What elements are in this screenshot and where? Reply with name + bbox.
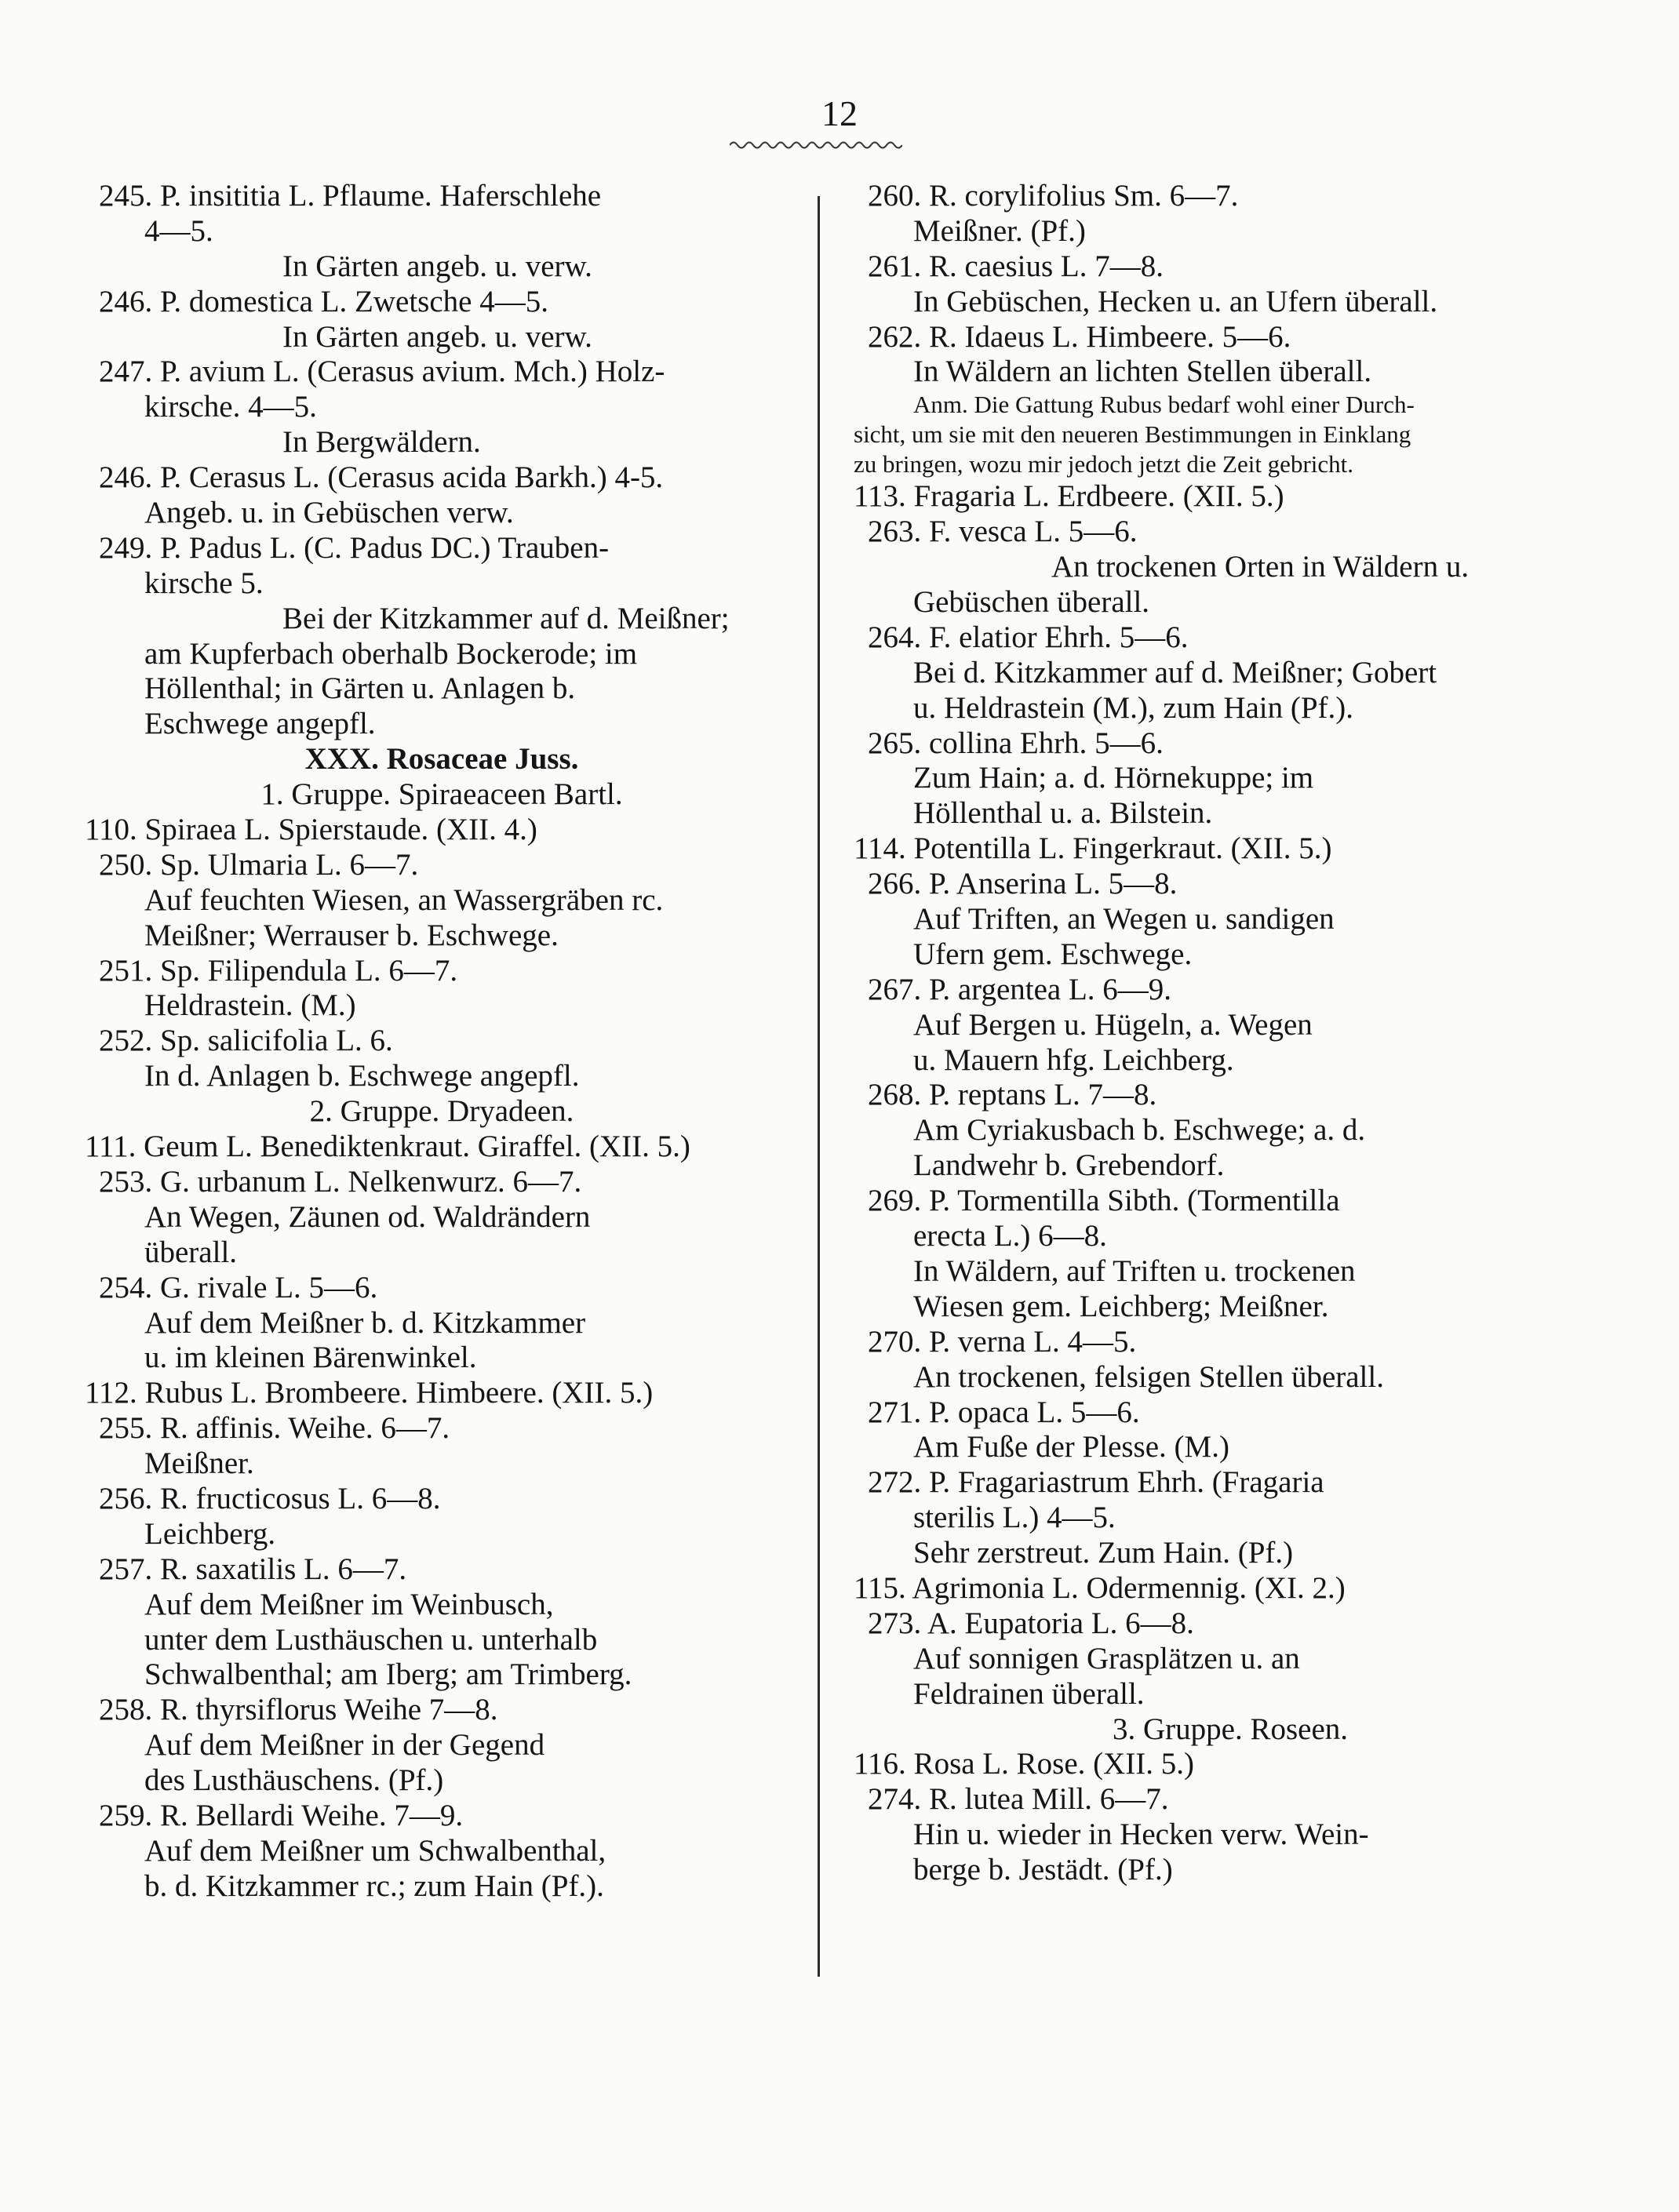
right-line: In Gebüschen, Hecken u. an Ufern überall.: [913, 284, 1438, 318]
right-line: 271. P. opaca L. 5—6.: [868, 1395, 1140, 1429]
right-line: An trockenen Orten in Wäldern u.: [1051, 550, 1470, 584]
right-line: 273. A. Eupatoria L. 6—8.: [868, 1606, 1194, 1640]
right-line: Hin u. wieder in Hecken verw. Wein-: [913, 1817, 1369, 1852]
left-line: Auf dem Meißner b. d. Kitzkammer: [144, 1305, 586, 1340]
left-line: 255. R. affinis. Weihe. 6—7.: [99, 1411, 450, 1446]
right-line: u. Heldrastein (M.), zum Hain (Pf.).: [913, 690, 1354, 725]
right-line: Am Cyriakusbach b. Eschwege; a. d.: [913, 1113, 1366, 1148]
right-line: Am Fuße der Plesse. (M.): [913, 1430, 1229, 1464]
left-line: Schwalbenthal; am Iberg; am Trimberg.: [144, 1657, 632, 1692]
left-line: Auf dem Meißner im Weinbusch,: [144, 1587, 554, 1621]
right-line: In Wäldern an lichten Stellen überall.: [913, 355, 1372, 389]
right-line: u. Mauern hfg. Leichberg.: [913, 1042, 1234, 1077]
left-line: 111. Geum L. Benediktenkraut. Giraffel. (XII. 5.): [85, 1130, 690, 1164]
left-line: Heldrastein. (M.): [144, 988, 356, 1023]
left-line: Höllenthal; in Gärten u. Anlagen b.: [144, 671, 576, 706]
left-line: 247. P. avium L. (Cerasus avium. Mch.) Holz-: [99, 355, 665, 389]
right-line: 261. R. caesius L. 7—8.: [868, 249, 1164, 283]
left-line: Eschwege angepfl.: [144, 707, 376, 741]
right-line: 274. R. lutea Mill. 6—7.: [868, 1782, 1169, 1817]
left-line: In d. Anlagen b. Eschwege angepfl.: [144, 1059, 580, 1093]
right-line: Auf sonnigen Grasplätzen u. an: [913, 1641, 1300, 1675]
left-line: 110. Spiraea L. Spierstaude. (XII. 4.): [85, 813, 537, 847]
right-line: berge b. Jestädt. (Pf.): [913, 1853, 1173, 1887]
right-line: 272. P. Fragariastrum Ehrh. (Fragaria: [868, 1465, 1324, 1500]
left-line: 259. R. Bellardi Weihe. 7—9.: [99, 1798, 464, 1832]
right-line: Bei d. Kitzkammer auf d. Meißner; Gobert: [913, 655, 1437, 689]
left-line: des Lusthäuschens. (Pf.): [144, 1763, 444, 1798]
right-line: Wiesen gem. Leichberg; Meißner.: [913, 1289, 1329, 1323]
right-line: 113. Fragaria L. Erdbeere. (XII. 5.): [854, 479, 1284, 514]
right-line: 262. R. Idaeus L. Himbeere. 5—6.: [868, 319, 1291, 354]
right-line: 267. P. argentea L. 6—9.: [868, 972, 1172, 1006]
left-line: XXX. Rosaceae Juss.: [304, 742, 579, 777]
wavy-ornament: [730, 140, 902, 151]
page-number: 12: [821, 93, 858, 133]
right-line: erecta L.) 6—8.: [913, 1219, 1107, 1253]
right-line: Zum Hain; a. d. Hörnekuppe; im: [913, 761, 1314, 795]
left-line: unter dem Lusthäuschen u. unterhalb: [144, 1622, 598, 1657]
left-line: 257. R. saxatilis L. 6—7.: [99, 1552, 407, 1586]
right-line: 263. F. vesca L. 5—6.: [868, 515, 1138, 549]
left-line: 250. Sp. Ulmaria L. 6—7.: [99, 847, 419, 882]
left-line: 254. G. rivale L. 5—6.: [99, 1270, 378, 1304]
left-line: In Gärten angeb. u. verw.: [282, 249, 592, 283]
right-line: 265. collina Ehrh. 5—6.: [868, 726, 1164, 760]
left-line: 251. Sp. Filipendula L. 6—7.: [99, 953, 458, 988]
left-line: Auf dem Meißner um Schwalbenthal,: [144, 1833, 606, 1868]
left-line: 258. R. thyrsiflorus Weihe 7—8.: [99, 1693, 498, 1727]
left-column: [85, 179, 799, 1905]
right-line: Höllenthal u. a. Bilstein.: [913, 796, 1213, 831]
left-line: kirsche. 4—5.: [144, 390, 317, 424]
right-line: Gebüschen überall.: [913, 585, 1150, 620]
left-line: 252. Sp. salicifolia L. 6.: [99, 1024, 393, 1058]
left-line: am Kupferbach oberhalb Bockerode; im: [144, 636, 638, 671]
left-line: Meißner.: [144, 1446, 254, 1481]
right-line: 115. Agrimonia L. Odermennig. (XI. 2.): [854, 1570, 1346, 1605]
right-line: Ufern gem. Eschwege.: [913, 937, 1193, 971]
right-line: 268. P. reptans L. 7—8.: [868, 1078, 1157, 1112]
left-line: 246. P. Cerasus L. (Cerasus acida Barkh.) 4-5.: [99, 460, 664, 495]
right-column: [854, 179, 1607, 1888]
right-line: 260. R. corylifolius Sm. 6—7.: [868, 179, 1239, 213]
left-line: 249. P. Padus L. (C. Padus DC.) Trauben-: [99, 530, 610, 565]
left-line: 112. Rubus L. Brombeere. Himbeere. (XII. 5.): [85, 1376, 654, 1410]
left-line: In Bergwäldern.: [282, 425, 481, 460]
column-divider: [818, 196, 820, 1977]
left-line: überall.: [144, 1235, 238, 1269]
right-line: 116. Rosa L. Rose. (XII. 5.): [854, 1747, 1194, 1781]
right-line: Feldrainen überall.: [913, 1676, 1145, 1711]
right-line: 114. Potentilla L. Fingerkraut. (XII. 5.): [854, 831, 1332, 866]
left-line: 2. Gruppe. Dryadeen.: [309, 1094, 574, 1129]
left-line: 245. P. insititia L. Pflaume. Haferschlehe: [99, 179, 602, 213]
left-line: Auf feuchten Wiesen, an Wassergräben rc.: [144, 882, 664, 917]
left-line: u. im kleinen Bärenwinkel.: [144, 1341, 477, 1375]
right-line: 269. P. Tormentilla Sibth. (Tormentilla: [868, 1184, 1340, 1218]
left-line: Leichberg.: [144, 1516, 276, 1551]
left-line: In Gärten angeb. u. verw.: [282, 319, 592, 354]
right-line: zu bringen, wozu mir jedoch jetzt die Zeit gebricht.: [854, 450, 1353, 478]
right-line: 264. F. elatior Ehrh. 5—6.: [868, 620, 1189, 654]
left-line: Angeb. u. in Gebüschen verw.: [144, 496, 514, 530]
right-line: In Wäldern, auf Triften u. trockenen: [913, 1253, 1356, 1288]
right-line: Landwehr b. Grebendorf.: [913, 1148, 1225, 1183]
left-line: 4—5.: [144, 213, 213, 248]
left-line: Auf dem Meißner in der Gegend: [144, 1728, 545, 1763]
right-line: Meißner. (Pf.): [913, 213, 1086, 248]
left-line: Bei der Kitzkammer auf d. Meißner;: [282, 601, 730, 635]
left-line: 1. Gruppe. Spiraeaceen Bartl.: [260, 777, 623, 812]
right-line: Sehr zerstreut. Zum Hain. (Pf.): [913, 1536, 1294, 1570]
right-line: Anm. Die Gattung Rubus bedarf wohl einer Durch-: [913, 391, 1415, 419]
left-line: An Wegen, Zäunen od. Waldrändern: [144, 1199, 591, 1234]
right-line: Auf Bergen u. Hügeln, a. Wegen: [913, 1007, 1313, 1042]
left-line: 253. G. urbanum L. Nelkenwurz. 6—7.: [99, 1164, 582, 1199]
left-line: kirsche 5.: [144, 566, 264, 600]
right-line: 266. P. Anserina L. 5—8.: [868, 867, 1178, 901]
right-line: 3. Gruppe. Roseen.: [1112, 1712, 1349, 1746]
right-line: sterilis L.) 4—5.: [913, 1501, 1116, 1535]
right-line: sicht, um sie mit den neueren Bestimmungen in Einklang: [854, 420, 1411, 449]
left-line: b. d. Kitzkammer rc.; zum Hain (Pf.).: [144, 1868, 604, 1903]
right-line: An trockenen, felsigen Stellen überall.: [913, 1359, 1384, 1394]
left-line: 256. R. fructicosus L. 6—8.: [99, 1481, 441, 1515]
right-line: 270. P. verna L. 4—5.: [868, 1324, 1137, 1359]
left-line: 246. P. domestica L. Zwetsche 4—5.: [99, 284, 548, 318]
left-line: Meißner; Werrauser b. Eschwege.: [144, 918, 559, 952]
right-line: Auf Triften, an Wegen u. sandigen: [913, 902, 1335, 937]
